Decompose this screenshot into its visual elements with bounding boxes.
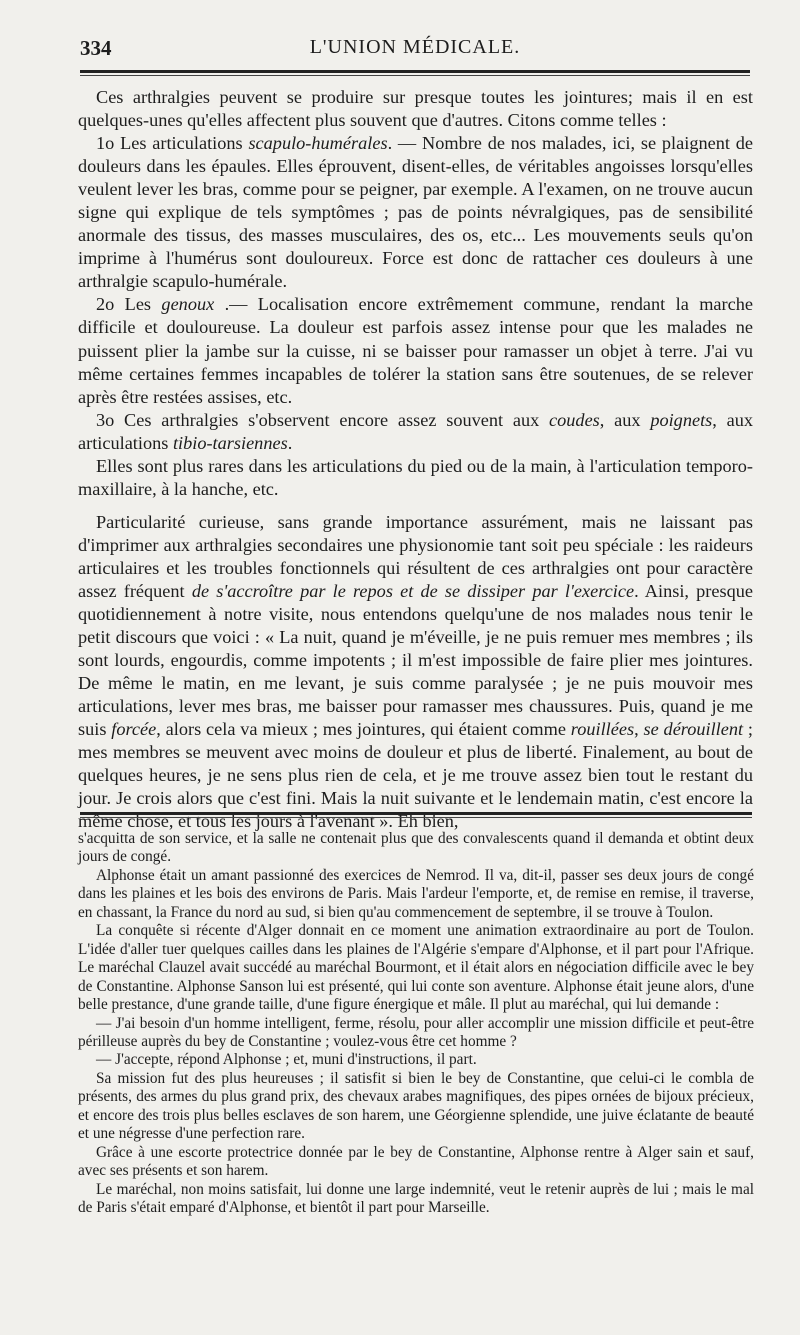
feuilleton-paragraph-7: Grâce à une escorte protectrice donnée par le bey de Constantine, Alphonse rentre à Alger sain et sauf, avec ses présents et son harem. [78,1143,754,1180]
feuilleton-rule [80,812,752,815]
feuilleton-paragraph-6: Sa mission fut des plus heureuses ; il satisfit si bien le bey de Constantine, que celui-ci le combla de présents, des armes du plus grand prix, des chevaux arabes magnifiques, des pipes ornées de bijoux précieux, et encore des trois plus belles esclaves de son harem, une Géorgienne splendide, une juive éclatante de beauté et une négresse d'une perfection rare. [78,1069,754,1143]
main-article [78,86,753,834]
feuilleton-paragraph-2: Alphonse était un amant passionné des exercices de Nemrod. Il va, dit-il, passer ses deux jours de congé dans les plaines et les bois des environs de Paris. Mais l'ardeur l'emporte, et, de remise en remise, il traverse, en chassant, la France du nord au sud, si bien qu'au commencement de septembre, il se trouve à Toulon. [78,866,754,921]
header-rule [80,70,750,73]
paragraph-shoulders: 1o Les articulations scapulo-humérales. — Nombre de nos malades, ici, se plaignent de douleurs dans les épaules. Elles éprouvent, disent-elles, de véritables angoisses lorsqu'elles veulent lever les bras, comme pour se peigner, par exemple. A l'examen, on ne trouve aucun signe qui explique de tels symptômes ; pas de points névralgiques, pas de sensibilité anormale des tissus, des masses musculaires, des os, etc... Les mouvements seuls qu'on imprime à l'humérus sont douloureux. Force est donc de rattacher ces douleurs à une arthralgie scapulo-humérale. [78,133,753,292]
feuilleton-paragraph-8: Le maréchal, non moins satisfait, lui donne une large indemnité, veut le retenir auprès de lui ; mais le mal de Paris s'était emparé d'Alphonse, et bientôt il part pour Marseille. [78,1180,754,1217]
feuilleton-paragraph-5: — J'accepte, répond Alphonse ; et, muni d'instructions, il part. [96,1051,477,1069]
page-header [80,36,750,66]
paragraph-rarer: Elles sont plus rares dans les articulations du pied ou de la main, à l'articulation temporo-maxillaire, à la hanche, etc. [78,455,753,499]
paragraph-elbows: 3o Ces arthralgies s'observent encore assez souvent aux coudes, aux poignets, aux articulations tibio-tarsiennes. [78,409,753,453]
header-rule-thin [80,75,750,76]
paragraph-1: Ces arthralgies peuvent se produire sur presque toutes les jointures; mais il en est quelques-unes qu'elles affectent plus souvent que d'autres. Citons comme telles : [78,87,753,131]
feuilleton-rule-thin [80,817,752,818]
feuilleton-section [78,830,754,1218]
paragraph-particularity: Particularité curieuse, sans grande importance assurément, mais ne laissant pas d'imprimer aux arthralgies secondaires une physionomie tant soit peu spéciale : les raideurs articulaires et les troubles fonctionnels qui résultent de ces arthralgies ont pour caractère assez fréquent de s'accroître par le repos et de se dissiper par l'exercice. Ainsi, presque quotidiennement à notre visite, nous entendons quelqu'une de nos malades nous tenir le petit discours que voici : « La nuit, quand je m'éveille, je ne puis remuer mes membres ; ils sont lourds, engourdis, comme impotents ; il m'est impossible de faire plier mes jointures. De même le matin, en me levant, je suis comme paralysée ; je ne puis mouvoir mes articulations, lever mes bras, me baisser pour ramasser mes chaussures. Puis, quand je me suis forcée, alors cela va mieux ; mes jointures, qui étaient comme rouillées, se dérouillent ; mes membres se meuvent avec moins de douleur et plus de liberté. Finalement, au bout de quelques heures, je ne sens plus rien de cela, et je me trouve assez bien tout le restant du jour. Je crois alors que c'est fini. Mais la nuit suivante et le lendemain matin, c'est encore la même chose, et tous les jours à l'avenant ». Eh bien, [78,511,754,832]
feuilleton-paragraph-4: — J'ai besoin d'un homme intelligent, ferme, résolu, pour aller accomplir une mission difficile et peut-être périlleuse auprès du bey de Constantine ; voulez-vous être cet homme ? [78,1014,754,1050]
paragraph-knees: 2o Les genoux .— Localisation encore extrêmement commune, rendant la marche difficile et douloureuse. La douleur est parfois assez intense pour que les malades ne puissent plier la jambe sur la cuisse, ni se baisser pour ramasser un objet à terre. J'ai vu même certaines femmes incapables de tolérer la station sans être soutenues, de se relever après être restées assises, etc. [78,294,753,407]
feuilleton-paragraph-1: s'acquitta de son service, et la salle ne contenait plus que des convalescents quand il demanda et obtint deux jours de congé. [78,830,754,866]
feuilleton-paragraph-3: La conquête si récente d'Alger donnait en ce moment une animation extraordinaire au port de Toulon. L'idée d'aller tuer quelques cailles dans les plaines de l'Algérie s'empare d'Alphonse, et il part pour l'Afrique. Le maréchal Clauzel avait succédé au maréchal Bourmont, et il était alors en négociation difficile avec le bey de Constantine. Alphonse Sanson lui est présenté, qui lui conte son aventure. Alphonse était jeune alors, d'une belle prestance, d'une grande taille, d'une figure énergique et mâle. Il plut au maréchal, qui lui demande : [78,922,754,1014]
page-number: 334 [80,36,112,60]
running-title: L'UNION MÉDICALE. [309,36,521,58]
